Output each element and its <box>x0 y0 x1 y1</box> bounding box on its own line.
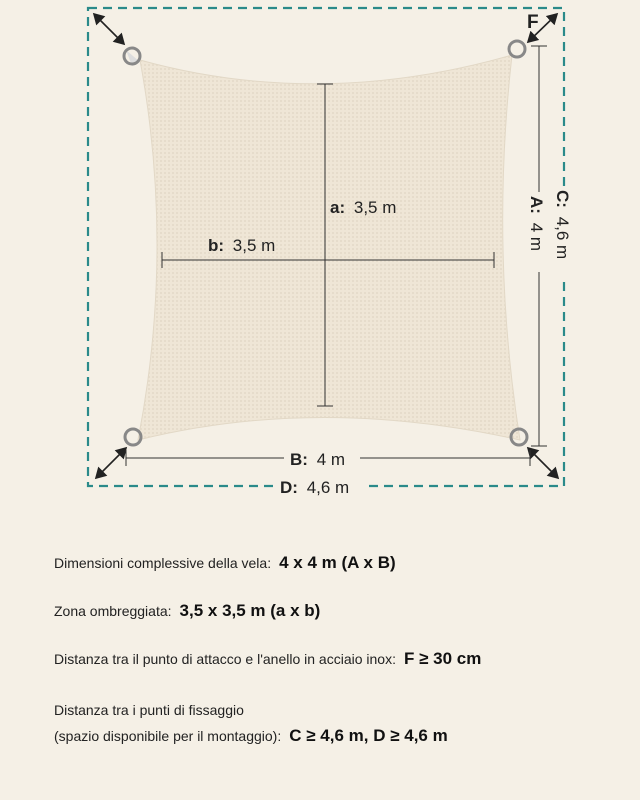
spec-shaded-area <box>54 601 320 621</box>
label-b: b: 3,5 m <box>208 236 276 255</box>
f-arrow-bottom-left <box>96 448 126 478</box>
spec-label: Zona ombreggiata: <box>54 603 172 619</box>
label-a: a: 3,5 m <box>330 198 397 217</box>
spec-label-line2: (spazio disponibile per il montaggio): <box>54 728 282 744</box>
spec-label: Distanza tra il punto di attacco e l'anello in acciaio inox: <box>54 651 396 667</box>
label-A: A: 4 m <box>527 196 546 252</box>
corner-ring-top-right <box>509 41 525 57</box>
spec-value: 4 x 4 m (A x B) <box>279 553 396 572</box>
shade-sail <box>138 55 520 440</box>
spec-fixing-points-distance <box>54 698 448 749</box>
f-arrow-bottom-right <box>528 448 558 478</box>
corner-ring-top-left <box>124 48 140 66</box>
spec-overall-dimensions <box>54 553 396 573</box>
spec-label-line1: Distanza tra i punti di fissaggio <box>54 702 244 718</box>
spec-attachment-distance <box>54 649 481 669</box>
label-f: F <box>527 12 539 33</box>
f-arrow-top-left <box>94 14 124 44</box>
spec-label: Dimensioni complessive della vela: <box>54 555 272 571</box>
spec-value: 3,5 x 3,5 m (a x b) <box>179 601 321 620</box>
spec-value: C ≥ 4,6 m, D ≥ 4,6 m <box>289 726 448 745</box>
label-C: C: 4,6 m <box>553 190 572 260</box>
spec-value: F ≥ 30 cm <box>403 649 482 668</box>
label-B: B: 4 m <box>290 450 346 469</box>
label-D: D: 4,6 m <box>280 478 350 497</box>
